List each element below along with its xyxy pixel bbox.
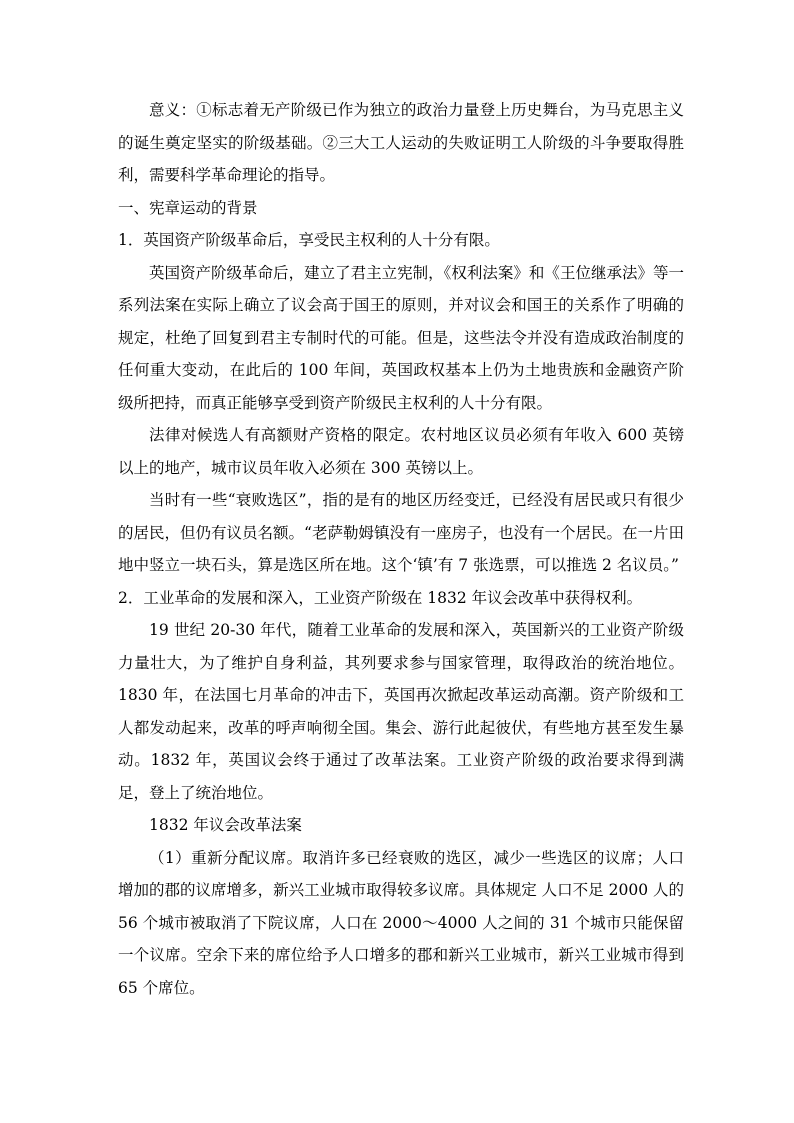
section-heading: 一、宪章运动的背景 [118, 198, 258, 217]
reform-act-title: 1832 年议会改革法案 [149, 816, 302, 834]
reform-act-item-1: （1）重新分配议席。取消许多已经衰败的选区，减少一些选区的议席；人口增加的郡的议席增多，新兴工业城市取得较多议席。具体规定 人口不足 2000 人的 56 个城市被取消了下院议席，人口在 2000～4000 人之间的 31 个城市只能保留一个议席。空余下来的席位给予人口增多的郡和新兴工业城市，新兴工业城市得到 65 个席位。 [118, 848, 684, 997]
significance-paragraph: 意义：①标志着无产阶级已作为独立的政治力量登上历史舞台，为马克思主义的诞生奠定坚实的阶级基础。②三大工人运动的失败证明工人阶级的斗争要取得胜利，需要科学革命理论的指导。 [118, 101, 684, 184]
point1-paragraph-2: 法律对候选人有高额财产资格的限定。农村地区议员必须有年收入 600 英镑以上的地产，城市议员年收入必须在 300 英镑以上。 [118, 426, 684, 477]
point1-heading: 1．英国资产阶级革命后，享受民主权利的人十分有限。 [118, 231, 500, 249]
point1-paragraph-3: 当时有一些“衰败选区”，指的是有的地区历经变迁，已经没有居民或只有很少的居民，但仍有议员名额。“老萨勒姆镇没有一座房子，也没有一个居民。在一片田地中竖立一块石头，算是选区所在地。这个‘镇’有 7 张选票，可以推选 2 名议员。” [118, 491, 684, 574]
point2-heading: 2．工业革命的发展和深入，工业资产阶级在 1832 年议会改革中获得权利。 [118, 588, 643, 607]
point2-paragraph-1: 19 世纪 20-30 年代，随着工业革命的发展和深入，英国新兴的工业资产阶级力量壮大，为了维护自身利益，其列要求参与国家管理，取得政治的统治地位。1830 年，在法国七月革命的冲击下，英国再次掀起改革运动高潮。资产阶级和工人都发动起来，改革的呼声响彻全国。集会、游行此起彼伏，有些地方甚至发生暴动。1832 年，英国议会终于通过了改革法案。工业资产阶级的政治要求得到满足，登上了统治地位。 [118, 621, 684, 802]
document-body [118, 94, 684, 1004]
point1-paragraph-1: 英国资产阶级革命后，建立了君主立宪制，《权利法案》和《王位继承法》等一系列法案在实际上确立了议会高于国王的原则，并对议会和国王的关系作了明确的规定，杜绝了回复到君主专制时代的可能。但是，这些法令并没有造成政治制度的任何重大变动，在此后的 100 年间，英国政权基本上仍为土地贵族和金融资产阶级所把持，而真正能够享受到资产阶级民主权利的人十分有限。 [118, 263, 684, 412]
